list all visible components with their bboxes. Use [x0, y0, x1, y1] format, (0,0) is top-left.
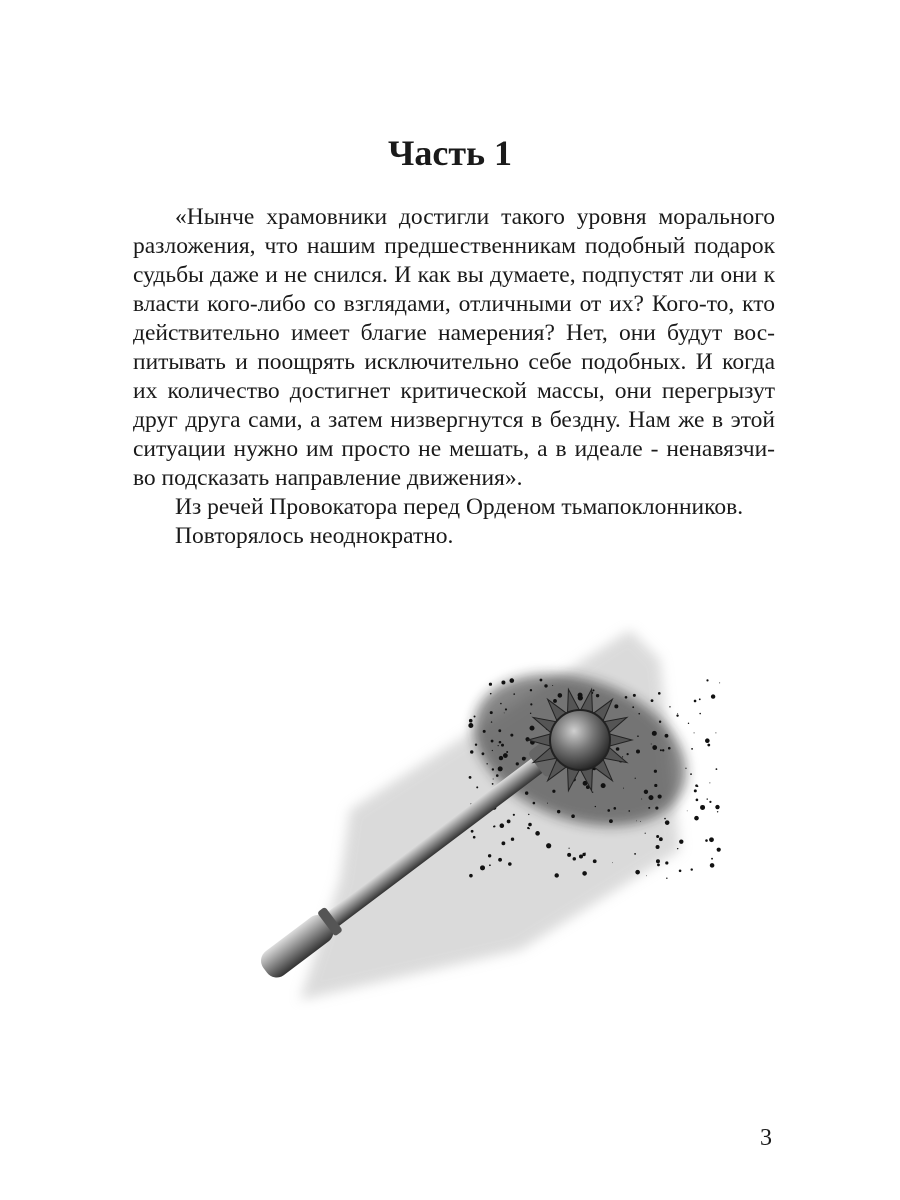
ink-dot	[607, 809, 610, 812]
ink-dot	[568, 848, 569, 849]
ink-dot	[613, 807, 616, 810]
ink-dot	[688, 723, 689, 724]
ink-dot	[694, 789, 697, 792]
ink-dot	[488, 854, 491, 857]
ink-dot	[475, 744, 477, 746]
ink-dot	[676, 714, 678, 716]
ink-dot	[677, 713, 678, 714]
ink-dot	[694, 816, 699, 821]
ink-dot	[492, 750, 493, 751]
ink-dot	[696, 799, 699, 802]
ink-dot	[552, 685, 553, 686]
ink-dot	[623, 788, 624, 789]
ink-dot	[706, 679, 708, 681]
ink-dot	[571, 814, 575, 818]
ink-dot	[635, 778, 636, 779]
ink-dot	[665, 734, 669, 738]
ink-dot	[635, 870, 640, 875]
ink-dot	[491, 721, 492, 722]
ink-dot	[579, 854, 583, 858]
ink-dot	[471, 830, 474, 833]
text-line: друг друга сами, а затем низвергнутся в бездну. Нам же в этой	[133, 407, 775, 433]
ink-dot	[558, 693, 563, 698]
ink-dot	[535, 831, 540, 836]
text-line: разложения, что нашим предшественникам подобный подарок	[133, 233, 775, 259]
ink-dot	[697, 785, 699, 787]
ink-dot	[694, 700, 697, 703]
ink-dot	[507, 820, 511, 824]
ink-dot	[634, 853, 636, 855]
ink-dot	[657, 864, 660, 867]
ink-dot	[636, 749, 640, 753]
ink-dot	[654, 784, 657, 787]
ink-dot	[656, 845, 660, 849]
ink-dot	[592, 791, 593, 792]
ink-dot	[717, 848, 721, 852]
ink-dot	[469, 874, 473, 878]
ink-dot	[694, 732, 695, 733]
ink-dot	[715, 732, 716, 733]
ink-dot	[513, 693, 515, 695]
ink-dot	[489, 864, 491, 866]
ink-dot	[511, 837, 514, 840]
ink-dot	[658, 794, 662, 798]
ink-dot	[474, 716, 476, 718]
ink-dot	[516, 762, 519, 765]
text-line: ситуации нужно им просто не мешать, а в идеале - ненавязчи-	[133, 436, 775, 462]
ink-dot	[513, 814, 515, 816]
ink-dot	[640, 821, 641, 822]
ink-dot	[660, 749, 662, 751]
ink-dot	[489, 683, 492, 686]
ink-dot	[530, 689, 532, 691]
ink-dot	[486, 763, 487, 764]
ink-dot	[552, 790, 555, 793]
ink-dot	[593, 689, 595, 691]
ink-dot	[491, 740, 494, 743]
ink-dot	[595, 806, 596, 807]
ink-dot	[652, 745, 657, 750]
ink-dot	[609, 819, 613, 823]
ink-dot	[582, 871, 587, 876]
ink-dot	[557, 810, 560, 813]
ink-dot	[654, 770, 657, 773]
ink-dot	[596, 694, 599, 697]
ink-dot	[625, 696, 628, 699]
ink-dot	[593, 859, 597, 863]
ink-dot	[646, 875, 647, 876]
ink-dot	[546, 843, 551, 848]
ink-dot	[711, 858, 713, 860]
mace-illustration	[260, 620, 740, 1010]
ink-dot	[636, 821, 637, 822]
ink-dot	[503, 753, 508, 758]
attribution: Из речей Провокатора перед Орденом тьмапоклонников.	[175, 494, 744, 520]
text-line: «Нынче храмовники достигли такого уровня морального	[175, 204, 775, 230]
ink-dot	[691, 868, 693, 870]
ink-dot	[651, 699, 654, 702]
ink-dot	[567, 853, 571, 857]
ink-dot	[540, 679, 543, 682]
ink-dot	[528, 814, 529, 815]
ink-dot	[659, 721, 661, 723]
ink-dot	[699, 713, 701, 715]
ink-dot	[522, 757, 526, 761]
ink-dot	[662, 749, 664, 751]
ink-dot	[687, 810, 688, 811]
ink-dot	[496, 774, 499, 777]
ink-dot	[717, 811, 718, 812]
ink-dot	[528, 823, 532, 827]
ink-dot	[711, 694, 715, 698]
ink-dot	[628, 810, 630, 812]
ink-dot	[656, 859, 660, 863]
ink-dot	[500, 703, 502, 705]
note: Повторялось неоднократно.	[175, 523, 454, 549]
ink-dot	[677, 848, 678, 849]
ink-dot	[627, 753, 629, 755]
ink-dot	[530, 726, 535, 731]
ink-dot	[508, 862, 512, 866]
ink-dot	[668, 747, 671, 750]
ink-dot	[658, 692, 661, 695]
ink-dot	[498, 766, 503, 771]
ink-dot	[585, 853, 586, 854]
ink-dot	[699, 698, 701, 700]
page-number: 3	[760, 1125, 772, 1151]
ink-dot	[494, 825, 496, 827]
ink-dot	[601, 783, 606, 788]
ink-dot	[707, 798, 708, 799]
ink-dot	[498, 858, 502, 862]
ink-dot	[652, 731, 657, 736]
text-line: во подсказать направление движения».	[133, 465, 523, 491]
ink-dot	[651, 743, 652, 744]
ink-dot	[573, 857, 576, 860]
ink-dot	[506, 751, 508, 753]
ink-dot	[498, 729, 501, 732]
epigraph	[133, 203, 775, 551]
ink-dot	[700, 805, 705, 810]
ink-dot	[510, 734, 513, 737]
text-line: действительно имеет благие намерения? Нет, они будут вос-	[133, 320, 775, 346]
ink-dot	[490, 711, 493, 714]
ink-dot	[665, 861, 668, 864]
ink-dot	[490, 693, 492, 695]
ink-dot	[547, 803, 548, 804]
ink-dot	[648, 807, 650, 809]
text-line: питывать и поощрять исключительно себе подобных. И когда	[133, 349, 775, 375]
ink-dot	[691, 748, 693, 750]
ink-dot	[525, 791, 528, 794]
ink-dot	[709, 801, 711, 803]
ink-dot	[715, 805, 719, 809]
ink-dot	[525, 758, 526, 759]
ink-dot	[544, 684, 547, 687]
ink-dot	[469, 719, 473, 723]
ink-dot	[501, 841, 505, 845]
ink-dot	[555, 873, 559, 877]
ink-dot	[499, 756, 503, 760]
ink-dot	[553, 699, 557, 703]
ink-dot	[616, 747, 620, 751]
ink-dot	[710, 863, 715, 868]
ink-dot	[645, 833, 646, 834]
ink-dot	[716, 768, 718, 770]
ink-dot	[501, 744, 504, 747]
ink-dot	[470, 750, 473, 753]
ink-dot	[679, 869, 682, 872]
ink-dot	[666, 878, 667, 879]
ink-dot	[709, 782, 710, 783]
ink-dot	[483, 730, 486, 733]
ink-dot	[500, 823, 505, 828]
ink-dot	[665, 820, 670, 825]
ink-dot	[648, 795, 653, 800]
ink-dot	[509, 678, 514, 683]
ink-dot	[492, 783, 494, 785]
ink-dot	[669, 706, 670, 707]
ink-dot	[498, 745, 499, 746]
text-line: власти кого-либо со взглядами, отличными от их? Кого-то, кто	[133, 291, 775, 317]
ink-dot	[659, 837, 663, 841]
ink-dot	[578, 693, 583, 698]
ink-dot	[656, 835, 659, 838]
ink-dot	[622, 756, 623, 757]
chapter-heading: Часть 1	[387, 133, 513, 173]
ink-dot	[707, 744, 710, 747]
ink-dot	[637, 735, 639, 737]
ink-dot	[685, 768, 686, 769]
ink-dot	[690, 773, 692, 775]
text-line: судьбы даже и не снился. И как вы думаете, подпустят ли они к	[133, 262, 775, 288]
ink-dot	[709, 837, 714, 842]
ink-dot	[719, 682, 720, 683]
ink-dot	[501, 681, 505, 685]
ink-dot	[530, 713, 531, 714]
ink-dot	[505, 708, 507, 710]
ink-dot	[614, 704, 618, 708]
ink-dot	[482, 752, 485, 755]
ink-dot	[632, 706, 634, 708]
ink-dot	[499, 741, 502, 744]
ink-dot	[705, 738, 710, 743]
ink-dot	[705, 839, 708, 842]
ink-dot	[664, 818, 666, 820]
ink-dot	[530, 703, 532, 705]
text-line: их количество достигнет критической массы, они перегрызут	[133, 378, 775, 404]
ink-dot	[644, 790, 648, 794]
ink-dot	[612, 862, 613, 863]
ink-dot	[468, 723, 473, 728]
ink-dot	[476, 786, 478, 788]
ink-dot	[633, 694, 636, 697]
ink-dot	[655, 806, 658, 809]
ink-dot	[533, 802, 536, 805]
ink-dot	[641, 798, 642, 799]
ink-dot	[480, 865, 485, 870]
ink-dot	[679, 839, 683, 843]
ink-dot	[469, 776, 472, 779]
ink-dot	[493, 778, 494, 779]
ink-dot	[527, 827, 529, 829]
ink-dot	[638, 713, 640, 715]
ink-dot	[473, 836, 476, 839]
ink-dot	[492, 768, 494, 770]
ink-dot	[504, 713, 505, 714]
